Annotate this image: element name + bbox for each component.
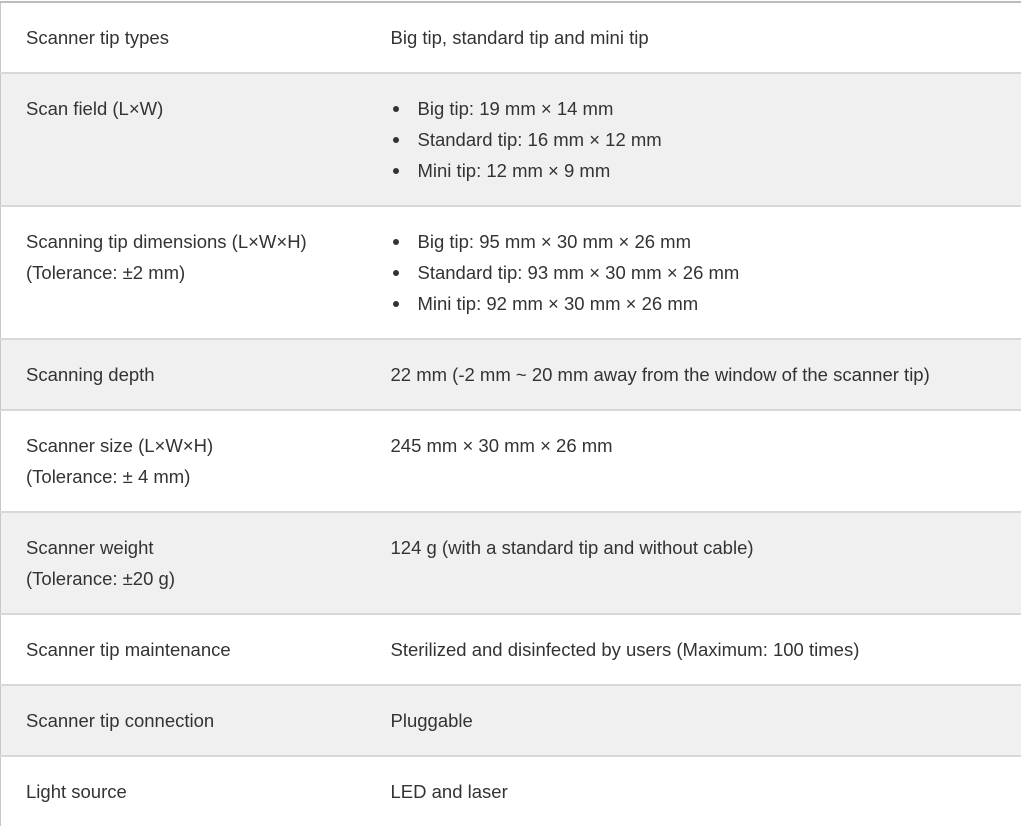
spec-row-scanner-weight: [1, 512, 1021, 614]
spec-label-line: Scanning depth: [26, 359, 356, 390]
spec-value: 22 mm (-2 mm ~ 20 mm away from the window of the scanner tip): [366, 339, 1021, 410]
spec-row-scanning-depth: [1, 339, 1021, 410]
spec-row-scanner-tip-connection: [1, 685, 1021, 756]
spec-label-line: Scanner tip connection: [26, 705, 356, 736]
spec-label-line: Scanner tip maintenance: [26, 634, 356, 665]
specifications-table: [0, 1, 1021, 826]
spec-value-list: [391, 226, 1012, 319]
spec-label: [1, 339, 366, 410]
spec-row-scan-field: [1, 73, 1021, 206]
spec-label: [1, 73, 366, 206]
spec-value-list-item: Standard tip: 16 mm × 12 mm: [418, 124, 1012, 155]
spec-label-line: Scanner weight: [26, 532, 356, 563]
spec-value-list-item: Standard tip: 93 mm × 30 mm × 26 mm: [418, 257, 1012, 288]
spec-row-scanner-size: [1, 410, 1021, 512]
spec-label-tolerance: (Tolerance: ± 4 mm): [26, 461, 356, 492]
spec-row-scanner-tip-types: [1, 2, 1021, 73]
spec-value: [366, 206, 1021, 339]
spec-value-list-item: Mini tip: 92 mm × 30 mm × 26 mm: [418, 288, 1012, 319]
spec-row-scanning-tip-dimensions: [1, 206, 1021, 339]
spec-label: [1, 2, 366, 73]
spec-label-line: Scanner tip types: [26, 22, 356, 53]
spec-row-scanner-tip-maintenance: [1, 614, 1021, 685]
spec-label: [1, 756, 366, 826]
spec-value: [366, 73, 1021, 206]
spec-value: LED and laser: [366, 756, 1021, 826]
spec-label: [1, 206, 366, 339]
spec-value-list: [391, 93, 1012, 186]
spec-value-list-item: Big tip: 95 mm × 30 mm × 26 mm: [418, 226, 1012, 257]
spec-value-list-item: Mini tip: 12 mm × 9 mm: [418, 155, 1012, 186]
spec-label: [1, 685, 366, 756]
spec-label-line: Scanner size (L×W×H): [26, 430, 356, 461]
spec-row-light-source: [1, 756, 1021, 826]
spec-label-tolerance: (Tolerance: ±20 g): [26, 563, 356, 594]
spec-label-line: Scan field (L×W): [26, 93, 356, 124]
spec-value: Sterilized and disinfected by users (Maximum: 100 times): [366, 614, 1021, 685]
spec-value: 245 mm × 30 mm × 26 mm: [366, 410, 1021, 512]
spec-label-line: Scanning tip dimensions (L×W×H): [26, 226, 356, 257]
spec-label-tolerance: (Tolerance: ±2 mm): [26, 257, 356, 288]
spec-label: [1, 614, 366, 685]
spec-label-line: Light source: [26, 776, 356, 807]
spec-value: Pluggable: [366, 685, 1021, 756]
spec-value-list-item: Big tip: 19 mm × 14 mm: [418, 93, 1012, 124]
spec-value: 124 g (with a standard tip and without cable): [366, 512, 1021, 614]
spec-label: [1, 512, 366, 614]
spec-label: [1, 410, 366, 512]
spec-value: Big tip, standard tip and mini tip: [366, 2, 1021, 73]
